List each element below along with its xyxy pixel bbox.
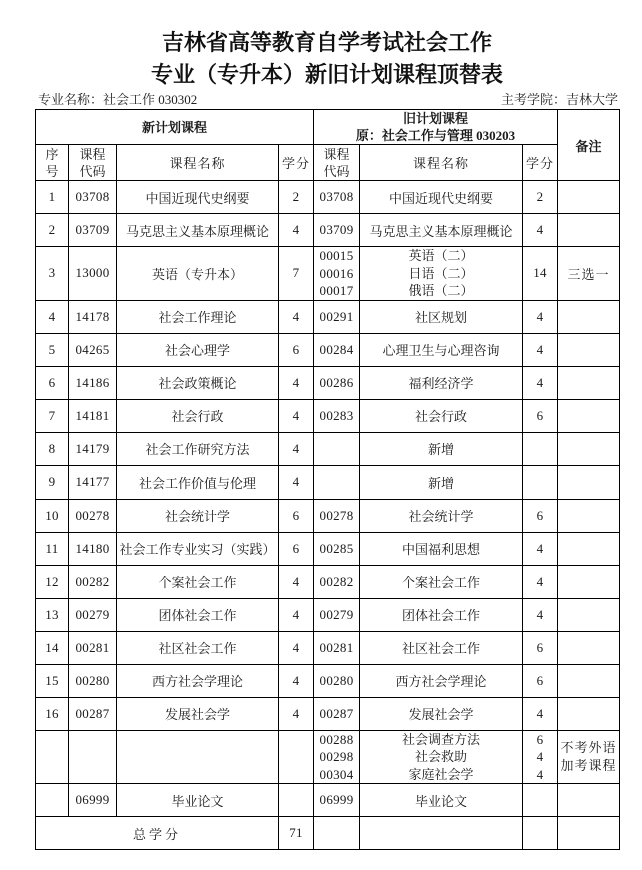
old-credit-cell: 4: [523, 366, 558, 399]
old-course-code-cell: 00283: [314, 399, 360, 432]
old-credit-cell: 6: [523, 499, 558, 532]
course-name-cell: 发展社会学: [117, 697, 279, 730]
old-course-name: 家庭社会学: [408, 766, 474, 782]
old-course-name-cell: 中国福利思想: [360, 532, 523, 565]
old-course-code-cell: 00282: [314, 565, 360, 598]
title-line-1: 吉林省高等教育自学考试社会工作: [161, 30, 492, 55]
seq-cell: 7: [36, 399, 69, 432]
remark-cell: 三选一: [558, 247, 620, 301]
empty-cell: [523, 817, 558, 850]
remark-cell: [558, 181, 620, 214]
school-label: 主考学院：吉林大学: [500, 92, 618, 107]
old-course-name-cell: 中国近现代史纲要: [360, 181, 523, 214]
table-row: [36, 631, 620, 664]
course-name-cell: 个案社会工作: [117, 565, 279, 598]
old-course-code: 00016: [319, 265, 354, 281]
old-course-name-cell: 心理卫生与心理咨询: [360, 333, 523, 366]
old-course-name-cell: 社会行政: [360, 399, 523, 432]
document-title: [35, 27, 619, 91]
old-course-name: 社会调查方法: [402, 731, 481, 747]
old-course-name-cell: [360, 730, 523, 784]
old-course-name-cell: 新增: [360, 465, 523, 499]
course-code-cell: 14181: [69, 399, 117, 432]
old-credit-cell: 14: [523, 247, 558, 301]
old-course-code-cell: [314, 730, 360, 784]
old-course-code-cell: 00285: [314, 532, 360, 565]
seq-cell: 4: [36, 300, 69, 333]
empty-cell: [360, 817, 523, 850]
remark-cell: [558, 399, 620, 432]
course-name-cell: 社会政策概论: [117, 366, 279, 399]
column-header-row: [36, 145, 620, 181]
course-name-cell: 西方社会学理论: [117, 664, 279, 697]
old-credit-cell: 4: [523, 598, 558, 631]
old-credit: 4: [536, 766, 544, 782]
empty-cell: [558, 817, 620, 850]
course-code-cell: 03708: [69, 181, 117, 214]
course-code-cell: 13000: [69, 247, 117, 301]
table-row: [36, 664, 620, 697]
seq-cell: 12: [36, 565, 69, 598]
old-course-code-cell: 00284: [314, 333, 360, 366]
remark-line: 不考外语: [560, 739, 617, 755]
credit-cell: 4: [279, 432, 314, 465]
old-course-code-cell: 00287: [314, 697, 360, 730]
old-credit-cell: 2: [523, 181, 558, 214]
credit-cell: 4: [279, 366, 314, 399]
course-code-cell: 14180: [69, 532, 117, 565]
remark-cell: [558, 333, 620, 366]
course-code-cell: 03709: [69, 214, 117, 247]
seq-cell: 11: [36, 532, 69, 565]
old-name-header: 课程名称: [360, 145, 523, 181]
table-row: [36, 565, 620, 598]
old-course-name-cell: 社区社会工作: [360, 631, 523, 664]
code-header: [69, 145, 117, 181]
table-row: [36, 784, 620, 817]
table-row: [36, 730, 620, 784]
credit-cell: 6: [279, 333, 314, 366]
remark-cell: [558, 784, 620, 817]
old-course-code-cell: [314, 247, 360, 301]
old-course-code-cell: 00291: [314, 300, 360, 333]
old-credit-cell: 4: [523, 214, 558, 247]
old-course-name-cell: [360, 247, 523, 301]
course-code-cell: 00280: [69, 664, 117, 697]
course-code-cell: 00281: [69, 631, 117, 664]
old-course-code-cell: 03708: [314, 181, 360, 214]
old-course-name: 社会救助: [415, 749, 468, 764]
old-credit: 6: [536, 731, 544, 747]
course-code-cell: 14179: [69, 432, 117, 465]
old-course-code-cell: 00280: [314, 664, 360, 697]
old-plan-original-major: 原：社会工作与管理 030203: [355, 128, 516, 143]
old-credit-cell: [523, 432, 558, 465]
remark-cell: [558, 214, 620, 247]
course-code-cell: 06999: [69, 784, 117, 817]
course-code-cell: [69, 730, 117, 784]
credit-cell: [279, 784, 314, 817]
empty-cell: [314, 817, 360, 850]
remark-cell: [558, 598, 620, 631]
old-course-name-cell: 福利经济学: [360, 366, 523, 399]
old-course-code: 00288: [319, 731, 354, 747]
seq-cell: 15: [36, 664, 69, 697]
course-code-cell: 04265: [69, 333, 117, 366]
old-course-name: 日语（二）: [408, 265, 474, 281]
table-row: [36, 214, 620, 247]
credit-cell: 6: [279, 532, 314, 565]
old-credit-cell: 4: [523, 532, 558, 565]
seq-cell: [36, 784, 69, 817]
credit-cell: 4: [279, 399, 314, 432]
old-course-name-cell: 新增: [360, 432, 523, 465]
table-row: [36, 181, 620, 214]
seq-cell: 13: [36, 598, 69, 631]
credit-cell: 7: [279, 247, 314, 301]
remark-cell: [558, 432, 620, 465]
name-header: 课程名称: [117, 145, 279, 181]
course-name-cell: 毕业论文: [117, 784, 279, 817]
old-course-code-cell: 00286: [314, 366, 360, 399]
credit-cell: 4: [279, 664, 314, 697]
seq-cell: 16: [36, 697, 69, 730]
credit-header: 学分: [279, 145, 314, 181]
old-course-name-cell: 社会统计学: [360, 499, 523, 532]
total-row: [36, 817, 620, 850]
remark-cell: [558, 300, 620, 333]
table-row: [36, 247, 620, 301]
course-name-cell: 社会行政: [117, 399, 279, 432]
remark-cell: [558, 697, 620, 730]
old-credit-cell: 6: [523, 399, 558, 432]
seq-cell: 5: [36, 333, 69, 366]
code-header-line: 代码: [79, 163, 106, 179]
remark-line: 加考课程: [560, 757, 617, 773]
table-row: [36, 333, 620, 366]
remarks-header: 备注: [558, 110, 620, 181]
old-course-code-cell: 00281: [314, 631, 360, 664]
old-credit: 4: [536, 749, 544, 764]
course-name-cell: 社区社会工作: [117, 631, 279, 664]
course-name-cell: 社会心理学: [117, 333, 279, 366]
old-plan-header: [314, 110, 558, 145]
seq-cell: 1: [36, 181, 69, 214]
old-course-code-cell: 03709: [314, 214, 360, 247]
table-row: [36, 697, 620, 730]
old-credit-cell: 4: [523, 565, 558, 598]
old-code-header-line: 代码: [323, 163, 350, 179]
old-course-name: 俄语（二）: [408, 283, 474, 298]
table-row: [36, 499, 620, 532]
old-course-code: 00304: [319, 766, 354, 782]
remark-cell: [558, 664, 620, 697]
old-credit-cell: 4: [523, 697, 558, 730]
old-course-code: 00015: [319, 248, 354, 263]
seq-cell: 2: [36, 214, 69, 247]
table-row: [36, 366, 620, 399]
old-credit-cell: 4: [523, 333, 558, 366]
course-name-cell: 团体社会工作: [117, 598, 279, 631]
old-credit-cell: 6: [523, 664, 558, 697]
major-label: 专业名称：社会工作 030302: [38, 92, 198, 107]
credit-cell: 4: [279, 697, 314, 730]
credit-cell: [279, 730, 314, 784]
old-credit-cell: 4: [523, 300, 558, 333]
old-course-code-cell: [314, 465, 360, 499]
seq-header-line: 序: [45, 146, 59, 162]
remark-cell: [558, 366, 620, 399]
credit-cell: 6: [279, 499, 314, 532]
old-course-code-cell: 00278: [314, 499, 360, 532]
old-course-code: 00298: [319, 749, 354, 764]
remark-cell: [558, 465, 620, 499]
new-plan-header: 新计划课程: [36, 110, 314, 145]
seq-cell: 8: [36, 432, 69, 465]
old-course-code-cell: 00279: [314, 598, 360, 631]
seq-cell: 14: [36, 631, 69, 664]
credit-cell: 4: [279, 300, 314, 333]
course-name-cell: 英语（专升本）: [117, 247, 279, 301]
document-meta: [38, 92, 618, 108]
course-substitution-table: [35, 109, 620, 850]
table-row: [36, 432, 620, 465]
course-name-cell: 中国近现代史纲要: [117, 181, 279, 214]
old-course-code-cell: [314, 432, 360, 465]
table-row: [36, 598, 620, 631]
title-line-2: 专业（专升本）新旧计划课程顶替表: [150, 62, 503, 87]
old-course-code: 00017: [319, 283, 354, 298]
seq-cell: 10: [36, 499, 69, 532]
remark-cell: [558, 730, 620, 784]
old-credit-cell: [523, 465, 558, 499]
course-code-cell: 14186: [69, 366, 117, 399]
course-name-cell: 社会工作专业实习（实践）: [117, 532, 279, 565]
remark-cell: [558, 499, 620, 532]
credit-cell: 4: [279, 631, 314, 664]
old-course-name-cell: 西方社会学理论: [360, 664, 523, 697]
seq-header: [36, 145, 69, 181]
group-header-row: [36, 110, 620, 145]
old-course-name-cell: 个案社会工作: [360, 565, 523, 598]
course-code-cell: 14178: [69, 300, 117, 333]
seq-cell: 3: [36, 247, 69, 301]
old-course-name-cell: 马克思主义基本原理概论: [360, 214, 523, 247]
old-code-header-line: 课程: [323, 146, 350, 162]
old-credit-cell: [523, 784, 558, 817]
total-credits-value: 71: [279, 817, 314, 850]
credit-cell: 4: [279, 465, 314, 499]
seq-cell: 6: [36, 366, 69, 399]
old-course-name-cell: 团体社会工作: [360, 598, 523, 631]
old-course-name-cell: 毕业论文: [360, 784, 523, 817]
table-row: [36, 465, 620, 499]
old-code-header: [314, 145, 360, 181]
course-name-cell: 社会工作研究方法: [117, 432, 279, 465]
old-course-name-cell: 社区规划: [360, 300, 523, 333]
seq-cell: [36, 730, 69, 784]
old-credit-cell: 6: [523, 631, 558, 664]
course-code-cell: 00282: [69, 565, 117, 598]
old-course-name: 英语（二）: [408, 248, 474, 263]
old-course-name-cell: 发展社会学: [360, 697, 523, 730]
course-name-cell: 马克思主义基本原理概论: [117, 214, 279, 247]
course-code-cell: 00279: [69, 598, 117, 631]
total-credits-label: 总学分: [36, 817, 279, 850]
course-name-cell: [117, 730, 279, 784]
credit-cell: 4: [279, 598, 314, 631]
table-row: [36, 399, 620, 432]
course-name-cell: 社会统计学: [117, 499, 279, 532]
table-row: [36, 300, 620, 333]
seq-cell: 9: [36, 465, 69, 499]
course-code-cell: 00287: [69, 697, 117, 730]
credit-cell: 2: [279, 181, 314, 214]
code-header-line: 课程: [79, 146, 106, 162]
credit-cell: 4: [279, 214, 314, 247]
remark-cell: [558, 565, 620, 598]
old-credit-cell: [523, 730, 558, 784]
old-credit-header: 学分: [523, 145, 558, 181]
credit-cell: 4: [279, 565, 314, 598]
course-code-cell: 00278: [69, 499, 117, 532]
remark-cell: [558, 631, 620, 664]
old-plan-title: 旧计划课程: [403, 111, 469, 126]
course-code-cell: 14177: [69, 465, 117, 499]
remark-cell: [558, 532, 620, 565]
course-name-cell: 社会工作价值与伦理: [117, 465, 279, 499]
seq-header-line: 号: [45, 163, 59, 179]
table-row: [36, 532, 620, 565]
course-name-cell: 社会工作理论: [117, 300, 279, 333]
old-course-code-cell: 06999: [314, 784, 360, 817]
